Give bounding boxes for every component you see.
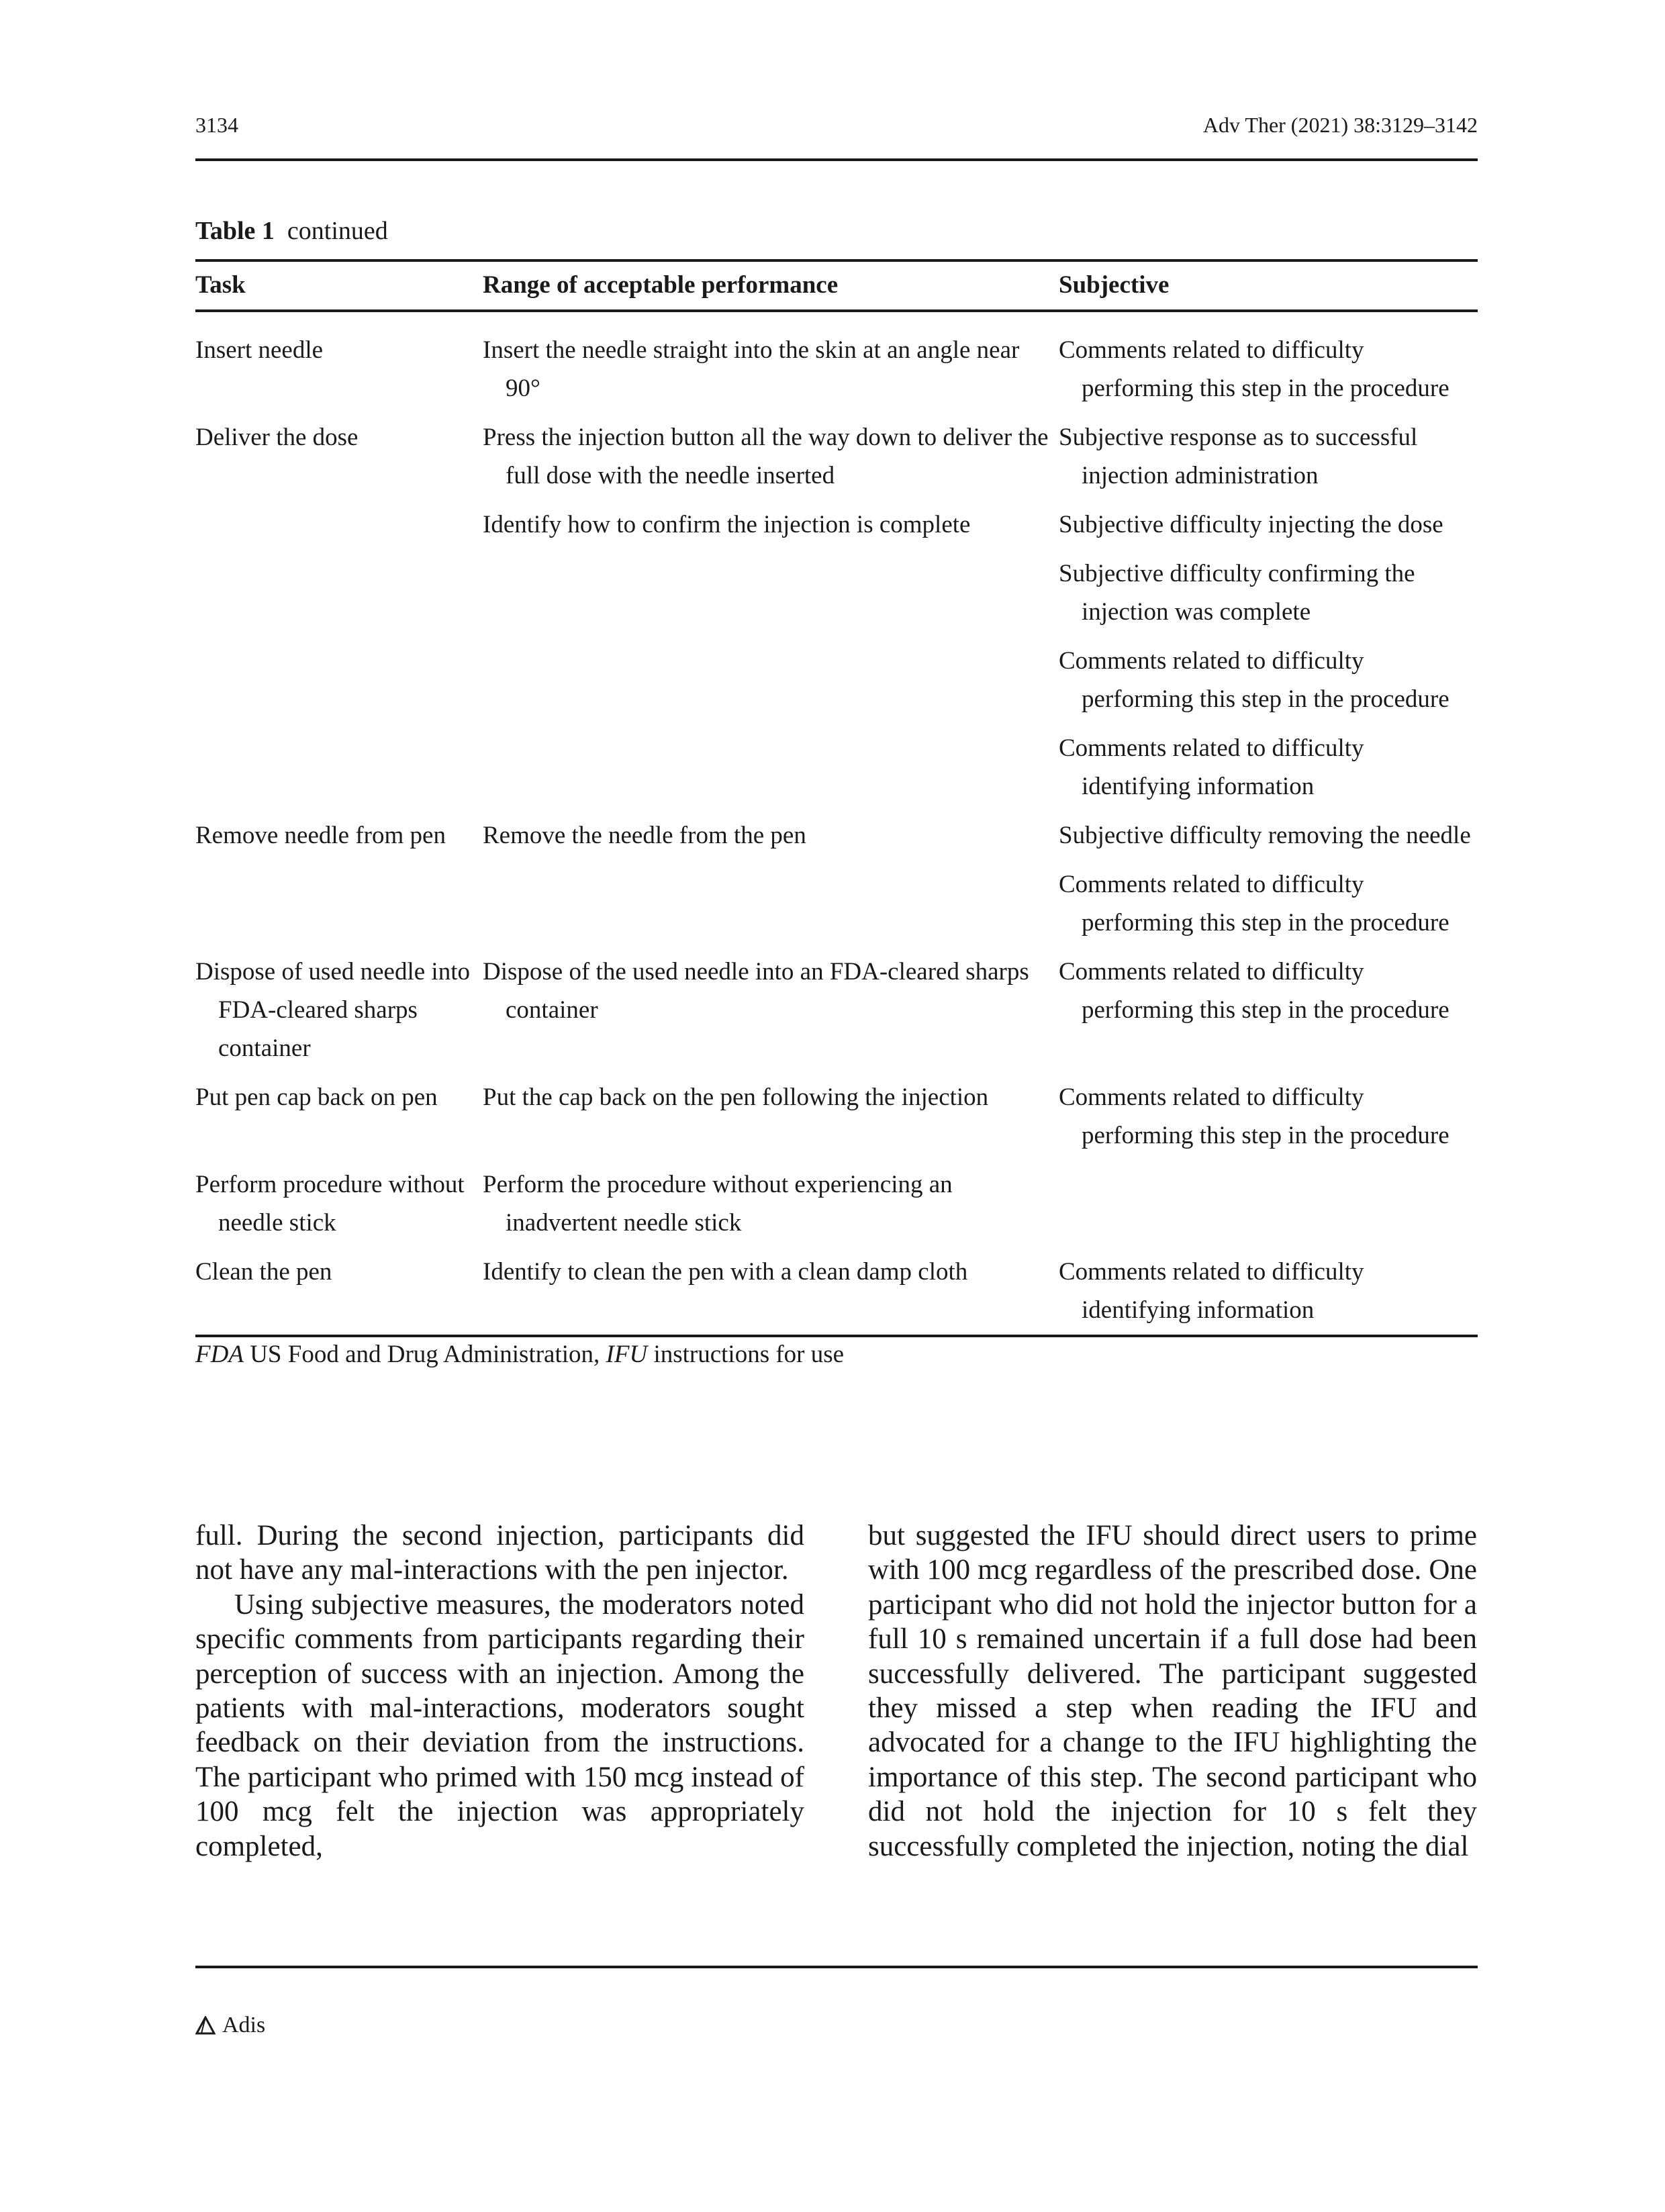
task-text: Insert needle xyxy=(195,336,324,364)
range-cell xyxy=(483,1155,1059,1242)
body-column-left xyxy=(195,1519,804,1864)
task-cell xyxy=(195,407,483,806)
range-text: Perform the procedure without experiencing an inadvertent needle stick xyxy=(483,1171,953,1237)
subjective-text: Comments related to difficulty identifying information xyxy=(1059,734,1364,800)
abbr-ifu: IFU xyxy=(606,1341,648,1368)
range-cell xyxy=(483,1242,1059,1336)
table-header-row xyxy=(195,260,1478,311)
subjective-text: Subjective difficulty injecting the dose xyxy=(1059,511,1443,538)
task-cell xyxy=(195,1155,483,1242)
body-paragraph: full. During the second injection, participants did not have any mal-interactions with the pen injector. xyxy=(195,1520,804,1586)
task-cell xyxy=(195,311,483,407)
range-text: Press the injection button all the way down to deliver the full dose with the needle inserted xyxy=(483,424,1049,489)
subjective-text: Comments related to difficulty performing this step in the procedure xyxy=(1059,958,1449,1024)
task-cell xyxy=(195,942,483,1067)
table-caption-text: continued xyxy=(287,217,388,245)
subjective-cell xyxy=(1059,1067,1478,1155)
column-header-subjective: Subjective xyxy=(1059,260,1478,311)
range-text: Put the cap back on the pen following the injection xyxy=(483,1084,989,1111)
column-header-range: Range of acceptable performance xyxy=(483,260,1059,311)
range-text: Dispose of the used needle into an FDA-cleared sharps container xyxy=(483,958,1029,1024)
table-row xyxy=(195,1242,1478,1336)
range-cell xyxy=(483,311,1059,407)
table-row xyxy=(195,1067,1478,1155)
task-text: Clean the pen xyxy=(195,1258,332,1286)
header-rule xyxy=(195,158,1478,161)
def-fda: US Food and Drug Administration, xyxy=(243,1341,606,1368)
table-row xyxy=(195,311,1478,407)
task-text: Put pen cap back on pen xyxy=(195,1084,438,1111)
subjective-text: Subjective difficulty removing the needle xyxy=(1059,822,1471,849)
journal-reference: Adv Ther (2021) 38:3129–3142 xyxy=(1202,113,1478,137)
range-text: Insert the needle straight into the skin at an angle near 90° xyxy=(483,336,1020,402)
range-cell xyxy=(483,806,1059,942)
task-text: Deliver the dose xyxy=(195,424,359,451)
task-text: Dispose of used needle into FDA-cleared sharps container xyxy=(195,958,470,1062)
range-text: Identify to clean the pen with a clean damp cloth xyxy=(483,1258,968,1286)
body-column-right xyxy=(868,1519,1477,1864)
subjective-text: Comments related to difficulty performing this step in the procedure xyxy=(1059,647,1449,713)
table-row xyxy=(195,806,1478,942)
column-header-task: Task xyxy=(195,260,483,311)
subjective-text: Comments related to difficulty performing this step in the procedure xyxy=(1059,871,1449,936)
task-cell xyxy=(195,806,483,942)
task-cell xyxy=(195,1067,483,1155)
subjective-cell xyxy=(1059,1155,1478,1242)
publisher-name: Adis xyxy=(222,2013,266,2037)
table-caption-label: Table 1 xyxy=(195,217,275,245)
task-cell xyxy=(195,1242,483,1336)
footer-rule xyxy=(195,1966,1478,1968)
subjective-cell xyxy=(1059,806,1478,942)
subjective-text: Subjective difficulty confirming the injection was complete xyxy=(1059,560,1415,626)
range-text: Identify how to confirm the injection is complete xyxy=(483,511,971,538)
task-text: Perform procedure without needle stick xyxy=(195,1171,465,1237)
publisher-logo xyxy=(195,2013,265,2038)
adis-triangle-logo-icon xyxy=(195,2016,216,2035)
table-row xyxy=(195,1155,1478,1242)
table-footnote xyxy=(195,1340,844,1369)
range-text: Remove the needle from the pen xyxy=(483,822,806,849)
body-paragraph: Using subjective measures, the moderators noted specific comments from participants regarding their perception of success with an injection. Among the patients with mal-interactions, moderators sought feedback on their deviation from the instructions. The participant who primed with 150 mcg instead of 100 mcg felt the injection was appropriately completed, xyxy=(195,1588,804,1862)
subjective-cell xyxy=(1059,311,1478,407)
subjective-text: Comments related to difficulty performing this step in the procedure xyxy=(1059,1084,1449,1149)
range-cell xyxy=(483,1067,1059,1155)
table-row xyxy=(195,942,1478,1067)
subjective-text: Comments related to difficulty identifying information xyxy=(1059,1258,1364,1324)
range-cell xyxy=(483,942,1059,1067)
table-row xyxy=(195,407,1478,806)
subjective-text: Comments related to difficulty performing this step in the procedure xyxy=(1059,336,1449,402)
page-number: 3134 xyxy=(195,113,238,137)
subjective-cell xyxy=(1059,407,1478,806)
abbr-fda: FDA xyxy=(195,1341,244,1368)
range-cell xyxy=(483,407,1059,806)
body-paragraph: but suggested the IFU should direct users to prime with 100 mcg regardless of the prescribed dose. One participant who did not hold the injector button for a full 10 s remained uncertain if a full dose had been successfully delivered. The participant suggested they missed a step when reading the IFU and advocated for a change to the IFU highlighting the importance of this step. The second participant who did not hold the injection for 10 s felt they successfully completed the injection, noting the dial xyxy=(868,1520,1477,1862)
def-ifu: instructions for use xyxy=(647,1341,845,1368)
data-table xyxy=(195,259,1478,1337)
task-text: Remove needle from pen xyxy=(195,822,446,849)
subjective-text: Subjective response as to successful injection administration xyxy=(1059,424,1418,489)
table-caption xyxy=(195,216,388,246)
subjective-cell xyxy=(1059,942,1478,1067)
subjective-cell xyxy=(1059,1242,1478,1336)
